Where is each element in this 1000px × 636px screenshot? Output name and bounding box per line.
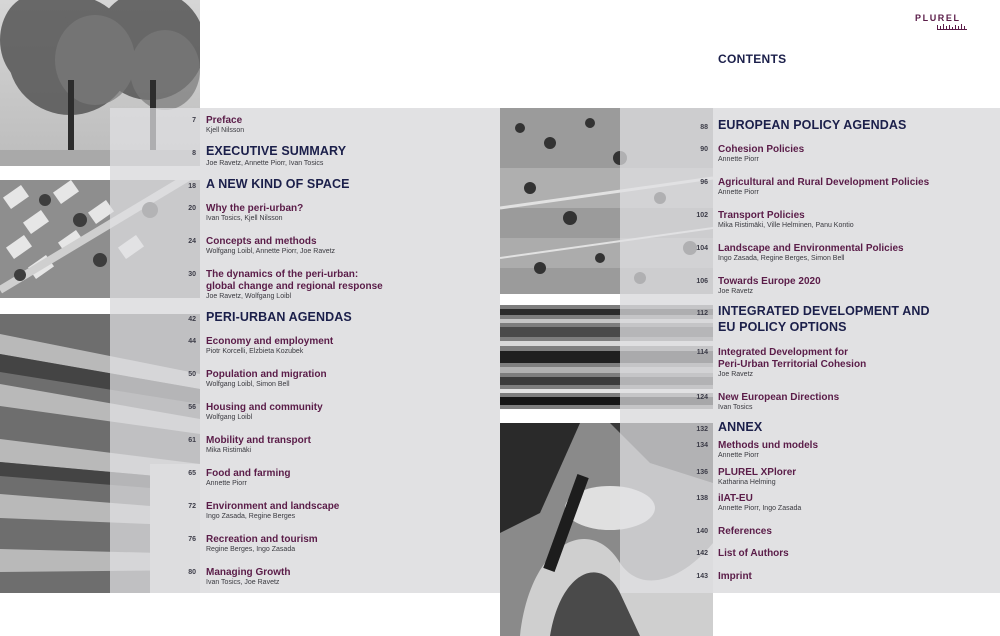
toc-entry-title[interactable]: The dynamics of the peri-urban: <box>206 269 359 280</box>
toc-page-number: 140 <box>696 528 708 535</box>
toc-entry-title[interactable]: Agricultural and Rural Development Policies <box>718 177 930 188</box>
toc-page-number: 72 <box>188 503 196 510</box>
toc-entry-authors: Joe Ravetz <box>718 371 754 378</box>
toc-entry-title[interactable]: Housing and community <box>206 402 323 413</box>
toc-entry-authors: Piotr Korcelli, Elzbieta Kozubek <box>206 348 304 355</box>
toc-entry-authors: Wolfgang Loibl <box>206 414 253 421</box>
toc-section-title[interactable]: INTEGRATED DEVELOPMENT AND <box>718 304 930 318</box>
toc-entry-title[interactable]: New European Directions <box>718 392 840 403</box>
toc-entry-authors: Annette Piorr <box>206 480 247 487</box>
toc-entry-authors: Joe Ravetz, Annette Piorr, Ivan Tosics <box>206 160 324 167</box>
toc-page-number: 134 <box>696 442 708 449</box>
toc-entry-title[interactable]: iIAT-EU <box>718 493 753 504</box>
toc-page-number: 102 <box>696 212 708 219</box>
toc-page-number: 76 <box>188 536 196 543</box>
toc-entry-authors: Ingo Zasada, Regine Berges <box>206 513 296 520</box>
toc-entry-title-line2[interactable]: global change and regional response <box>206 281 383 292</box>
toc-section-title[interactable]: EUROPEAN POLICY AGENDAS <box>718 118 907 132</box>
toc-entry-authors: Annette Piorr <box>718 156 759 163</box>
toc-entry-title[interactable]: Methods und models <box>718 440 818 451</box>
toc-page-number: 42 <box>188 316 196 323</box>
toc-entry-title[interactable]: Mobility and transport <box>206 435 311 446</box>
toc-section-title-line2[interactable]: EU POLICY OPTIONS <box>718 320 847 334</box>
toc-page-number: 18 <box>188 183 196 190</box>
toc-page-number: 112 <box>696 310 708 317</box>
toc-entry-authors: Annette Piorr <box>718 189 759 196</box>
toc-page-number: 44 <box>188 338 196 345</box>
toc-entry-title[interactable]: List of Authors <box>718 548 789 559</box>
toc-entry-authors: Katharina Helming <box>718 479 776 486</box>
toc-entry-title[interactable]: Population and migration <box>206 369 327 380</box>
toc-page-number: 90 <box>700 146 708 153</box>
contents-heading: CONTENTS <box>718 52 787 66</box>
toc-page-number: 132 <box>696 426 708 433</box>
toc-entry-authors: Ivan Tosics, Joe Ravetz <box>206 579 280 586</box>
toc-page-number: 143 <box>696 573 708 580</box>
toc-entry-title[interactable]: Towards Europe 2020 <box>718 276 821 287</box>
toc-entry-title[interactable]: Landscape and Environmental Policies <box>718 243 904 254</box>
toc-page-number: 104 <box>696 245 708 252</box>
toc-page-number: 24 <box>188 238 196 245</box>
toc-section-title[interactable]: ANNEX <box>718 420 763 434</box>
toc-page-number: 124 <box>696 394 708 401</box>
toc-page-number: 114 <box>696 349 708 356</box>
toc-page-number: 142 <box>696 550 708 557</box>
toc-section-title[interactable]: A NEW KIND OF SPACE <box>206 177 350 191</box>
left-photo-veil-bottom <box>110 314 200 593</box>
toc-page-number: 136 <box>696 469 708 476</box>
toc-entry-authors: Mika Ristimäki <box>206 447 252 454</box>
toc-entry-title[interactable]: Food and farming <box>206 468 291 479</box>
toc-entry-authors: Ivan Tosics <box>718 404 753 411</box>
toc-entry-title[interactable]: Transport Policies <box>718 210 805 221</box>
toc-entry-title[interactable]: Cohesion Policies <box>718 144 805 155</box>
toc-page-number: 61 <box>188 437 196 444</box>
toc-page-number: 80 <box>188 569 196 576</box>
toc-page-number: 20 <box>188 205 196 212</box>
toc-entry-authors: Regine Berges, Ingo Zasada <box>206 546 296 553</box>
toc-entry-title[interactable]: PLUREL XPlorer <box>718 467 797 478</box>
toc-section-title[interactable]: EXECUTIVE SUMMARY <box>206 144 347 158</box>
toc-entry-title[interactable]: Why the peri-urban? <box>206 203 304 214</box>
plurel-logo-bars <box>915 24 970 30</box>
toc-entry-authors: Annette Piorr <box>718 452 759 459</box>
toc-page-number: 30 <box>188 271 196 278</box>
toc-page-number: 88 <box>700 124 708 131</box>
toc-entry-authors: Joe Ravetz, Wolfgang Loibl <box>206 293 292 300</box>
toc-page-number: 106 <box>696 278 708 285</box>
plurel-logo-text: PLUREL <box>915 13 961 23</box>
toc-entry-authors: Wolfgang Loibl, Simon Bell <box>206 381 290 388</box>
toc-entry-title[interactable]: Economy and employment <box>206 336 334 347</box>
toc-page-number: 8 <box>192 150 196 157</box>
toc-page-number: 96 <box>700 179 708 186</box>
toc-entry-authors: Ivan Tosics, Kjell Nilsson <box>206 215 283 222</box>
toc-entry-authors: Joe Ravetz <box>718 288 754 295</box>
toc-entry-title[interactable]: Environment and landscape <box>206 501 340 512</box>
toc-entry-title[interactable]: Imprint <box>718 571 752 582</box>
right-photo-veil-top <box>620 108 713 294</box>
toc-entry-title[interactable]: Concepts and methods <box>206 236 317 247</box>
toc-page-number: 56 <box>188 404 196 411</box>
toc-entry-title[interactable]: Preface <box>206 115 243 126</box>
toc-entry-title[interactable]: References <box>718 526 772 537</box>
toc-entry-title[interactable]: Recreation and tourism <box>206 534 318 545</box>
toc-entry-title[interactable]: Integrated Development for <box>718 347 849 358</box>
toc-entry-title[interactable]: Managing Growth <box>206 567 291 578</box>
toc-entry-authors: Kjell Nilsson <box>206 127 245 134</box>
toc-entry-authors: Annette Piorr, Ingo Zasada <box>718 505 802 512</box>
toc-page-number: 7 <box>192 117 196 124</box>
plurel-logo <box>915 13 975 29</box>
toc-page-number: 65 <box>188 470 196 477</box>
toc-page-number: 138 <box>696 495 708 502</box>
toc-entry-authors: Mika Ristimäki, Ville Helminen, Panu Kontio <box>718 222 854 229</box>
toc-section-title[interactable]: PERI-URBAN AGENDAS <box>206 310 352 324</box>
toc-entry-authors: Ingo Zasada, Regine Berges, Simon Bell <box>718 255 845 262</box>
toc-page-number: 50 <box>188 371 196 378</box>
toc-entry-title-line2[interactable]: Peri-Urban Territorial Cohesion <box>718 359 867 370</box>
toc-entry-authors: Wolfgang Loibl, Annette Piorr, Joe Ravetz <box>206 248 336 255</box>
